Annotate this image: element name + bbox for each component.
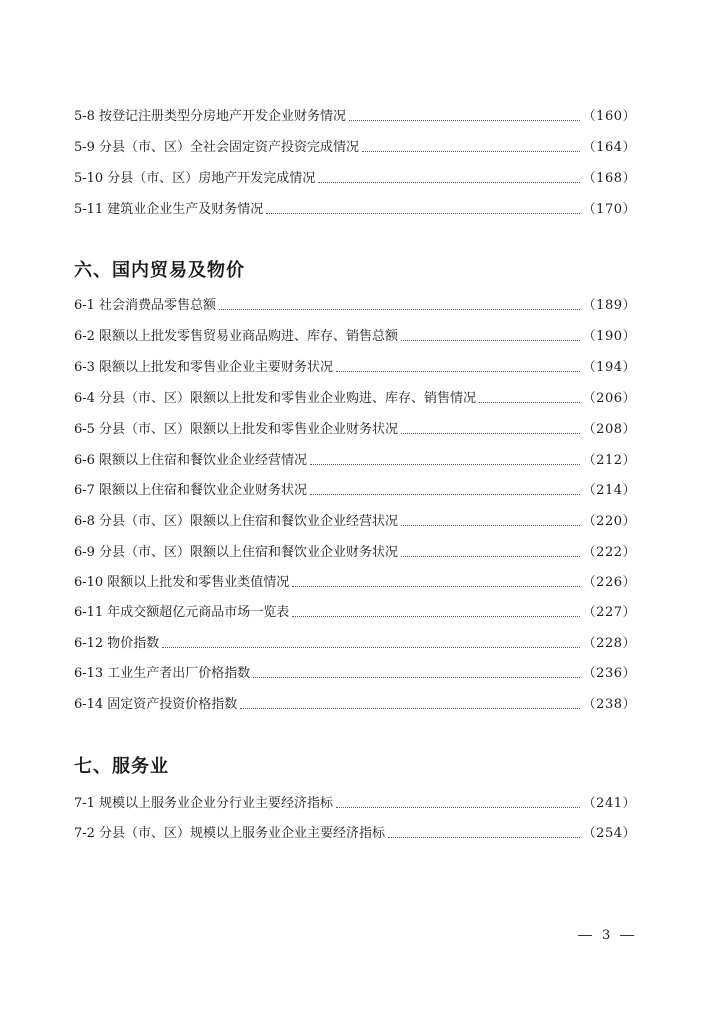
entry-page: （236） [582,666,636,681]
entry-title: 分县（市、区）限额以上住宿和餐饮业企业财务状况 [98,545,398,560]
dot-leader [310,464,580,465]
toc-entry-7-2 [74,818,636,842]
entry-title: 限额以上批发零售贸易业商品购进、库存、销售总额 [98,329,398,344]
entry-page: （164） [582,140,636,155]
toc-entry-5-9 [74,132,636,156]
entry-title: 年成交额超亿元商品市场一览表 [107,605,290,620]
dot-leader [336,371,580,372]
entry-number: 6-4 [74,391,95,406]
toc-entry-6-9 [74,537,636,561]
toc-entry-6-2 [74,321,636,345]
entry-page: （238） [582,697,636,712]
entry-page: （226） [582,575,636,590]
entry-page: （190） [582,329,636,344]
toc-entry-6-11 [74,597,636,621]
dot-leader [310,494,580,495]
toc-entry-6-5 [74,414,636,438]
dot-leader [479,402,580,403]
entry-title: 限额以上住宿和餐饮业企业经营情况 [98,453,307,468]
entry-title: 分县（市、区）全社会固定资产投资完成情况 [98,140,359,155]
dot-leader [336,807,580,808]
toc-entry-6-7 [74,475,636,499]
section-title-6: 六、国内贸易及物价 [74,260,245,281]
toc-entry-6-13 [74,658,636,682]
dot-leader [318,182,579,183]
entry-number: 6-5 [74,422,95,437]
entry-page: （160） [582,109,636,124]
entry-page: （241） [582,796,636,811]
entry-number: 6-10 [74,575,104,590]
toc-entry-5-11 [74,194,636,218]
page-footer [578,928,634,943]
entry-number: 6-2 [74,329,95,344]
entry-page: （222） [582,545,636,560]
entry-number: 6-14 [74,697,104,712]
dot-leader [266,213,579,214]
entry-number: 5-8 [74,109,95,124]
entry-page: （168） [582,171,636,186]
entry-number: 6-1 [74,298,95,313]
toc-entry-6-8 [74,506,636,530]
entry-title: 限额以上批发和零售业类值情况 [107,575,290,590]
entry-title: 规模以上服务业企业分行业主要经济指标 [98,796,333,811]
toc-entry-6-3 [74,352,636,376]
entry-page: （254） [582,826,636,841]
dot-leader [362,151,580,152]
entry-title: 物价指数 [107,636,160,651]
entry-number: 6-9 [74,545,95,560]
entry-title: 工业生产者出厂价格指数 [107,666,251,681]
entry-title: 社会消费品零售总额 [98,298,216,313]
entry-title: 按登记注册类型分房地产开发企业财务情况 [98,109,346,124]
entry-title: 限额以上住宿和餐饮业企业财务状况 [98,483,307,498]
dot-leader [240,708,579,709]
footer-dash-right [620,935,634,936]
dot-leader [401,525,580,526]
dot-leader [292,616,579,617]
toc-entry-6-12 [74,628,636,652]
entry-number: 6-11 [74,605,104,620]
dot-leader [292,586,579,587]
entry-title: 分县（市、区）规模以上服务业企业主要经济指标 [98,826,385,841]
entry-title: 分县（市、区）限额以上批发和零售业企业购进、库存、销售情况 [98,391,476,406]
dot-leader [388,837,580,838]
toc-entry-6-4 [74,383,636,407]
entry-page: （227） [582,605,636,620]
entry-title: 分县（市、区）限额以上住宿和餐饮业企业经营状况 [98,514,398,529]
entry-number: 6-12 [74,636,104,651]
entry-page: （212） [582,453,636,468]
entry-title: 分县（市、区）房地产开发完成情况 [107,171,316,186]
toc-entry-5-8 [74,101,636,125]
entry-page: （214） [582,483,636,498]
entry-number: 6-6 [74,453,95,468]
entry-page: （208） [582,422,636,437]
section-title-7: 七、服务业 [74,756,169,777]
entry-title: 分县（市、区）限额以上批发和零售业企业财务状况 [98,422,398,437]
entry-page: （206） [582,391,636,406]
page-number: 3 [602,928,611,943]
entry-number: 6-3 [74,360,95,375]
entry-number: 5-11 [74,202,104,217]
entry-page: （228） [582,636,636,651]
dot-leader [253,677,579,678]
entry-number: 6-13 [74,666,104,681]
entry-page: （170） [582,202,636,217]
entry-title: 建筑业企业生产及财务情况 [107,202,264,217]
toc-entry-6-14 [74,689,636,713]
toc-entry-7-1 [74,788,636,812]
dot-leader [349,120,580,121]
dot-leader [219,309,580,310]
dot-leader [162,647,579,648]
toc-entry-6-6 [74,445,636,469]
dot-leader [401,556,580,557]
entry-number: 6-7 [74,483,95,498]
entry-number: 6-8 [74,514,95,529]
entry-number: 7-2 [74,826,95,841]
dot-leader [401,340,580,341]
entry-title: 限额以上批发和零售业企业主要财务状况 [98,360,333,375]
dot-leader [401,433,580,434]
footer-dash-left [578,935,592,936]
entry-page: （189） [582,298,636,313]
toc-entry-6-1 [74,290,636,314]
entry-page: （220） [582,514,636,529]
entry-number: 5-10 [74,171,104,186]
entry-number: 5-9 [74,140,95,155]
toc-entry-6-10 [74,567,636,591]
entry-number: 7-1 [74,796,95,811]
toc-entry-5-10 [74,163,636,187]
entry-title: 固定资产投资价格指数 [107,697,238,712]
entry-page: （194） [582,360,636,375]
